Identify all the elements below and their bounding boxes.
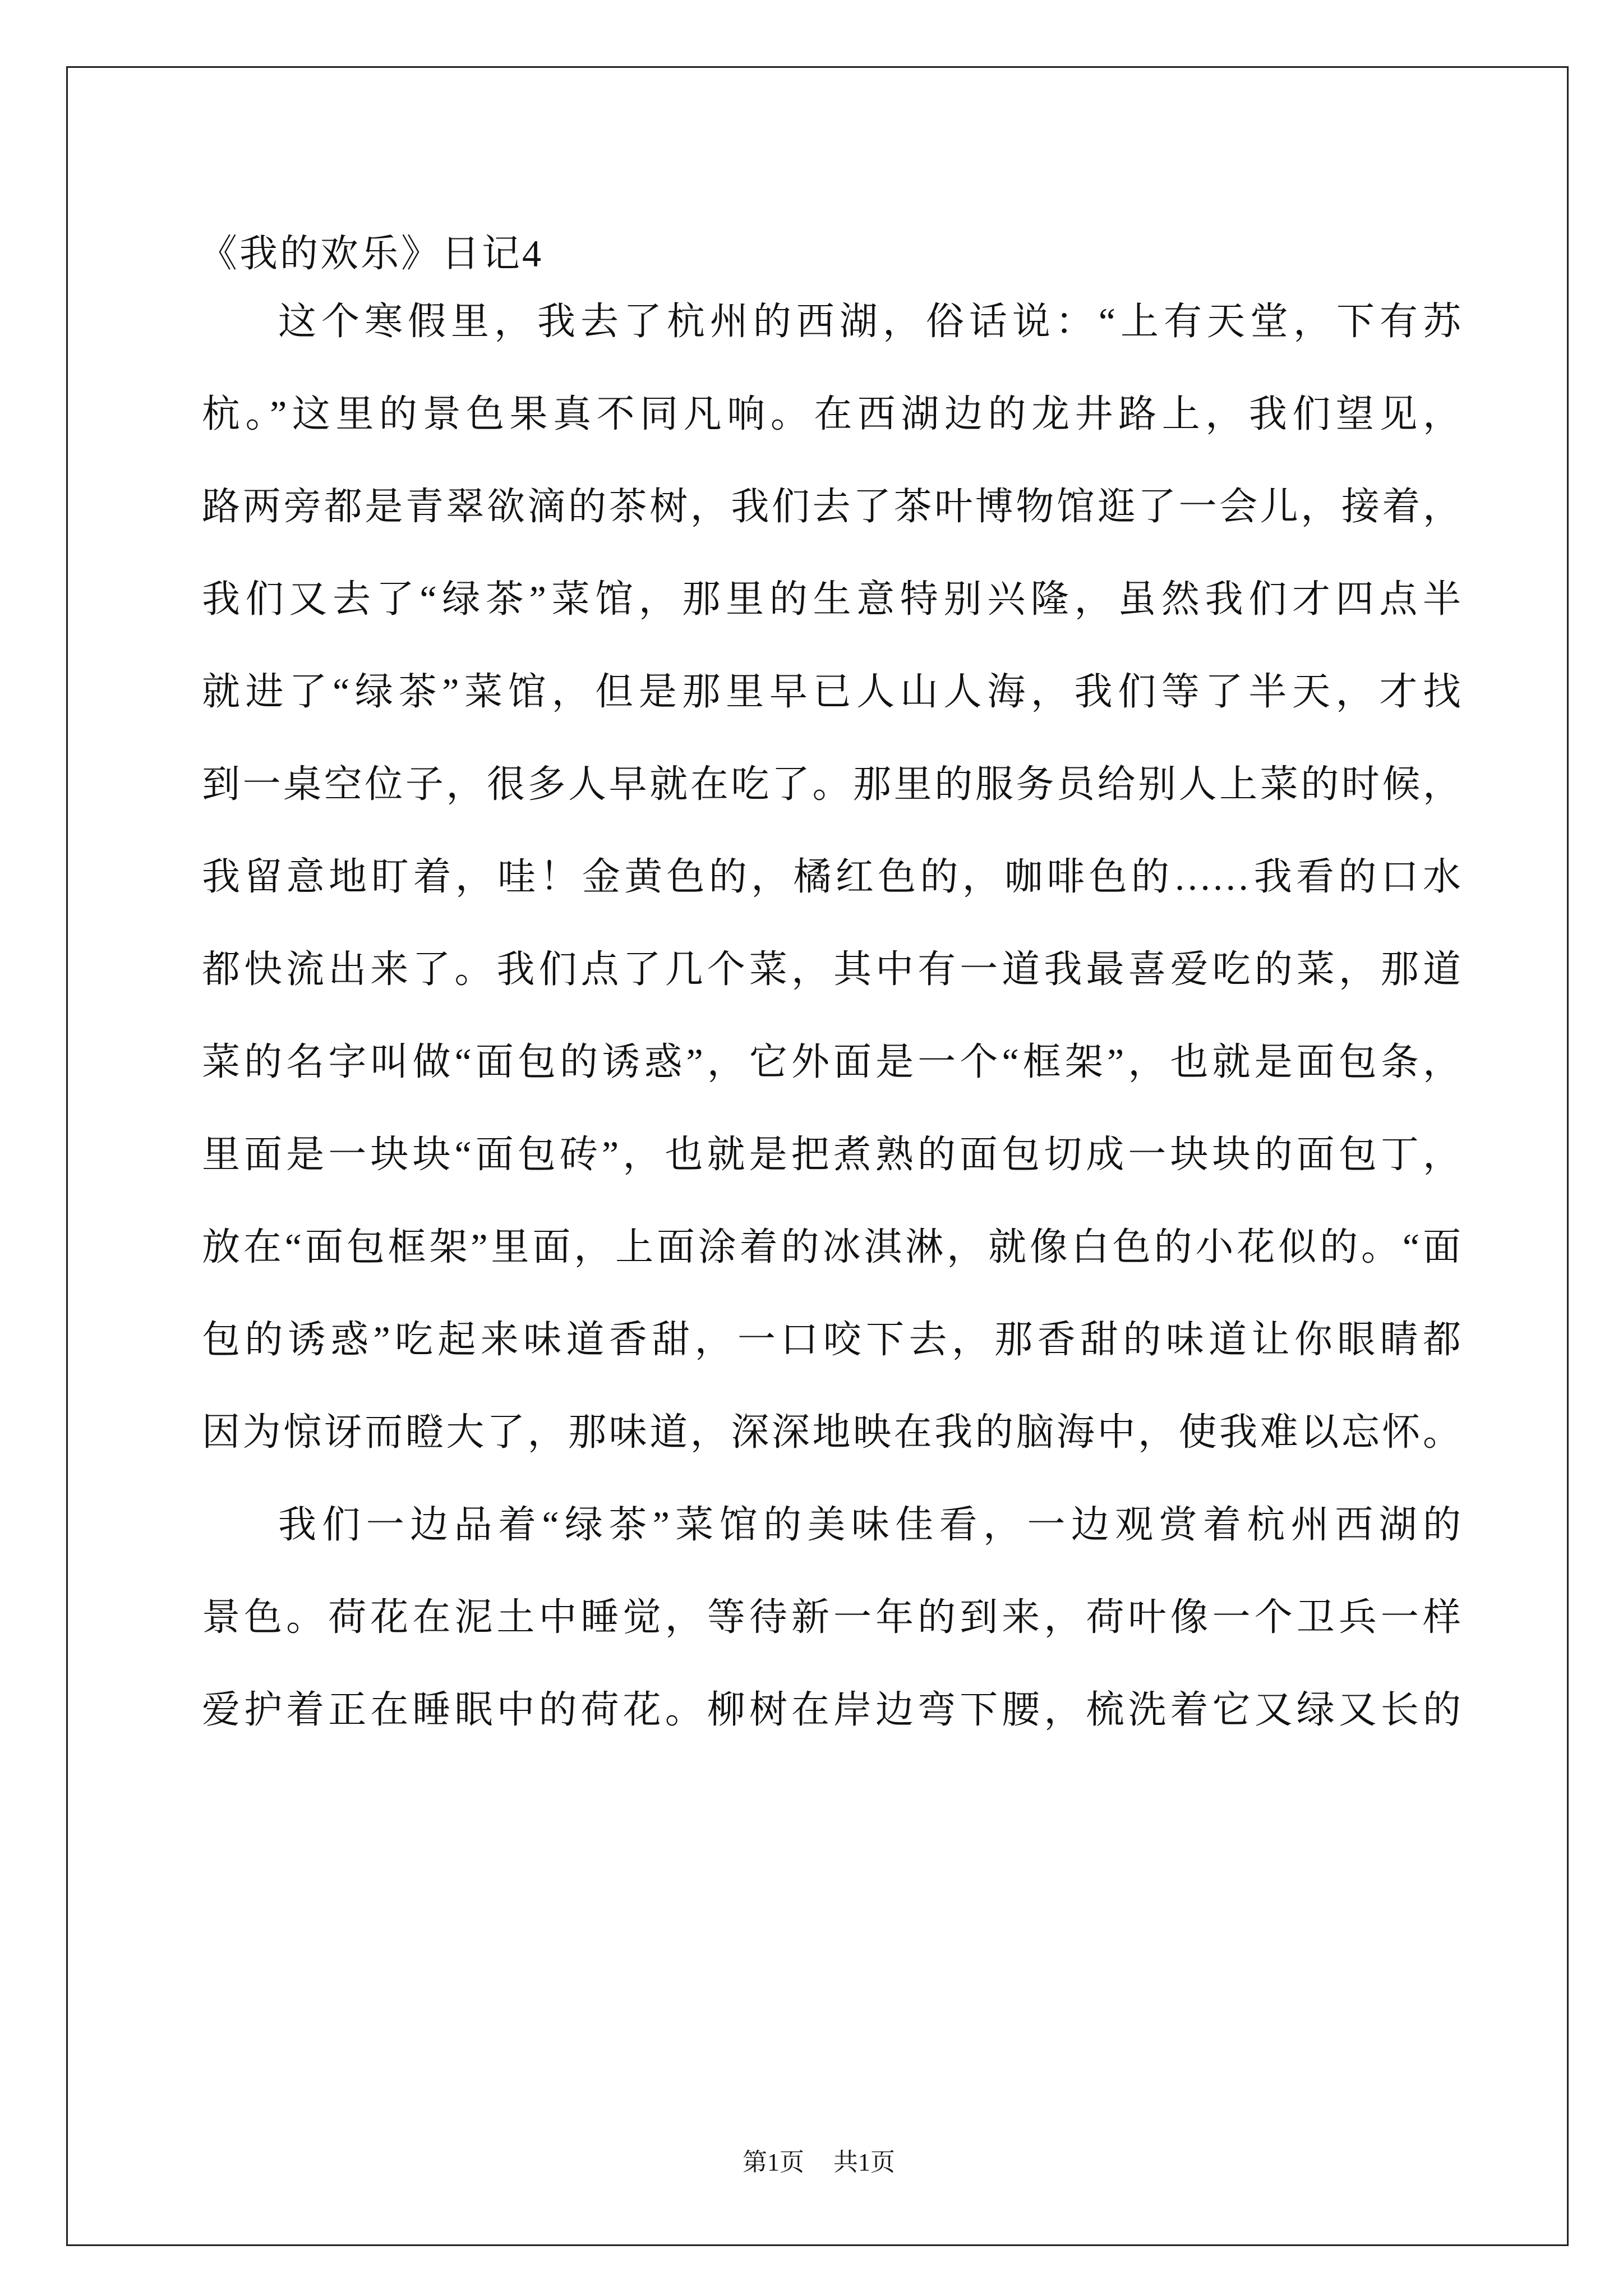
text-line: 因为惊讶而瞪大了，那味道，深深地映在我的脑海中，使我难以忘怀。 (202, 1411, 1461, 1453)
text-line: 就进了“绿茶”菜馆，但是那里早已人山人海，我们等了半天，才找 (202, 670, 1461, 713)
total-pages-label: 共1页 (833, 2148, 895, 2176)
document-title: 《我的欢乐》日记4 (199, 232, 544, 275)
text-line: 放在“面包框架”里面，上面涂着的冰淇淋，就像白色的小花似的。“面 (202, 1226, 1461, 1268)
text-line: 包的诱惑”吃起来味道香甜，一口咬下去，那香甜的味道让你眼睛都 (202, 1318, 1461, 1361)
paragraph-1 (202, 275, 1461, 1479)
text-line: 都快流出来了。我们点了几个菜，其中有一道我最喜爱吃的菜，那道 (202, 948, 1461, 991)
text-line: 我们又去了“绿茶”菜馆，那里的生意特别兴隆，虽然我们才四点半 (202, 578, 1461, 620)
text-line: 这个寒假里，我去了杭州的西湖，俗话说：“上有天堂，下有苏 (278, 300, 1461, 343)
text-line: 菜的名字叫做“面包的诱惑”，它外面是一个“框架”，也就是面包条， (202, 1041, 1461, 1083)
text-line: 里面是一块块“面包砖”，也就是把煮熟的面包切成一块块的面包丁， (202, 1133, 1461, 1176)
text-line: 路两旁都是青翠欲滴的茶树，我们去了茶叶博物馆逛了一会儿，接着， (202, 485, 1461, 528)
text-line: 杭。”这里的景色果真不同凡响。在西湖边的龙井路上，我们望见， (202, 393, 1461, 435)
text-line: 景色。荷花在泥土中睡觉，等待新一年的到来，荷叶像一个卫兵一样 (202, 1596, 1461, 1639)
page-footer (0, 2146, 1623, 2179)
text-line: 我留意地盯着，哇！金黄色的，橘红色的，咖啡色的……我看的口水 (202, 855, 1461, 898)
document-body (202, 275, 1461, 1756)
paragraph-2 (202, 1479, 1461, 1756)
text-line: 爱护着正在睡眠中的荷花。柳树在岸边弯下腰，梳洗着它又绿又长的 (202, 1688, 1461, 1731)
current-page-label: 第1页 (743, 2148, 804, 2176)
text-line: 到一桌空位子，很多人早就在吃了。那里的服务员给别人上菜的时候， (202, 763, 1461, 806)
text-line: 我们一边品着“绿茶”菜馆的美味佳看，一边观赏着杭州西湖的 (278, 1503, 1461, 1546)
